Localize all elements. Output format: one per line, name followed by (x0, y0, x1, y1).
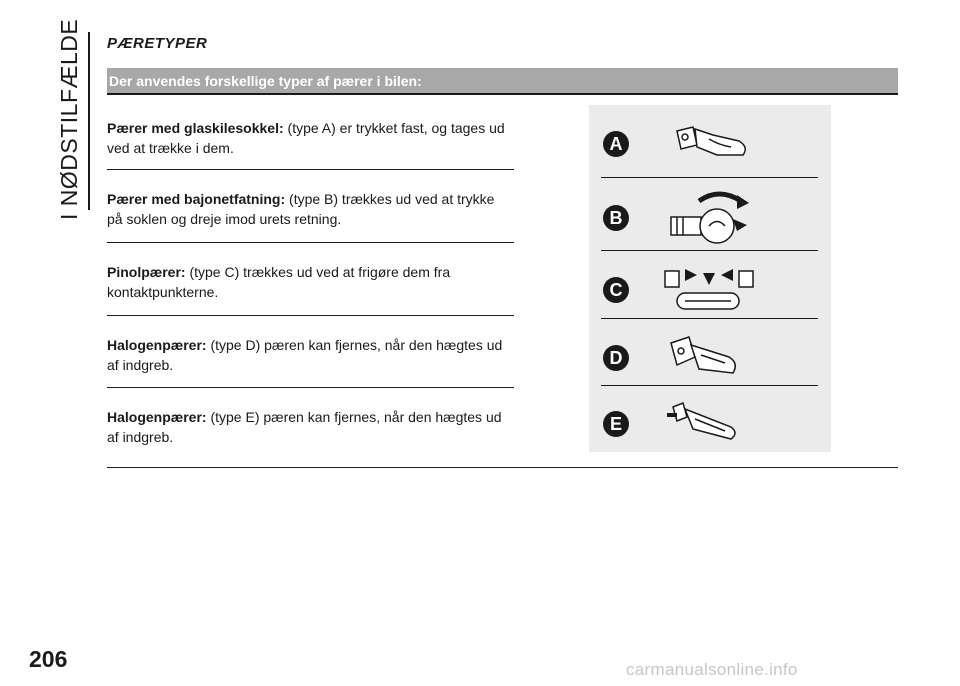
halogen-h1-bulb-icon (659, 395, 759, 455)
page-number: 206 (29, 646, 68, 672)
entry-label: Pærer med glaskilesokkel: (107, 120, 284, 136)
entry-text: (type D) pæren kan fjernes, når den hægtes ud af indgreb. (107, 337, 503, 373)
bulb-letter-badge: D (603, 345, 629, 371)
bulb-letter-badge: C (603, 277, 629, 303)
divider (107, 242, 514, 243)
panel-divider (601, 385, 818, 386)
divider (107, 315, 514, 316)
panel-divider (601, 318, 818, 319)
bulb-letter-badge: B (603, 205, 629, 231)
entry-label: Halogenpærer: (107, 409, 207, 425)
bulb-types-illustration (589, 105, 831, 452)
bulb-row-b (589, 183, 831, 249)
bulb-row-c (589, 255, 831, 321)
entry-festoon (107, 262, 512, 302)
halogen-h4-bulb-icon (659, 329, 759, 389)
bulb-letter-badge: E (603, 411, 629, 437)
section-title: PÆRETYPER (107, 35, 208, 52)
bulb-row-e (589, 389, 831, 455)
entry-halogen-e (107, 407, 512, 447)
bulb-letter-badge: A (603, 131, 629, 157)
panel-divider (601, 250, 818, 251)
panel-divider (601, 177, 818, 178)
section-end-rule (107, 467, 898, 468)
entry-text: (type A) er trykket fast, og tages ud ved at trække i dem. (107, 120, 505, 156)
entry-text: (type C) trækkes ud ved at frigøre dem fra kontaktpunkterne. (107, 264, 451, 300)
bayonet-bulb-icon (659, 189, 759, 251)
entry-halogen-d (107, 335, 512, 375)
entry-text: (type E) pæren kan fjernes, når den hægtes ud af indgreb. (107, 409, 502, 445)
entry-label: Halogenpærer: (107, 337, 207, 353)
chapter-title: I NØDSTILFÆLDE (56, 18, 82, 220)
divider (107, 387, 514, 388)
entry-bayonet (107, 189, 512, 229)
entry-label: Pinolpærer: (107, 264, 186, 280)
chapter-rule (88, 32, 90, 210)
intro-banner: Der anvendes forskellige typer af pærer i bilen: (107, 68, 898, 95)
bulb-row-d (589, 323, 831, 389)
wedge-base-bulb-icon (659, 115, 759, 171)
divider (107, 169, 514, 170)
entry-text: (type B) trækkes ud ved at trykke på soklen og dreje imod urets retning. (107, 191, 495, 227)
entry-wedge-base (107, 118, 512, 158)
bulb-row-a (589, 109, 831, 175)
festoon-bulb-icon (659, 261, 759, 321)
site-watermark: carmanualsonline.info (626, 660, 798, 679)
entry-label: Pærer med bajonetfatning: (107, 191, 286, 207)
